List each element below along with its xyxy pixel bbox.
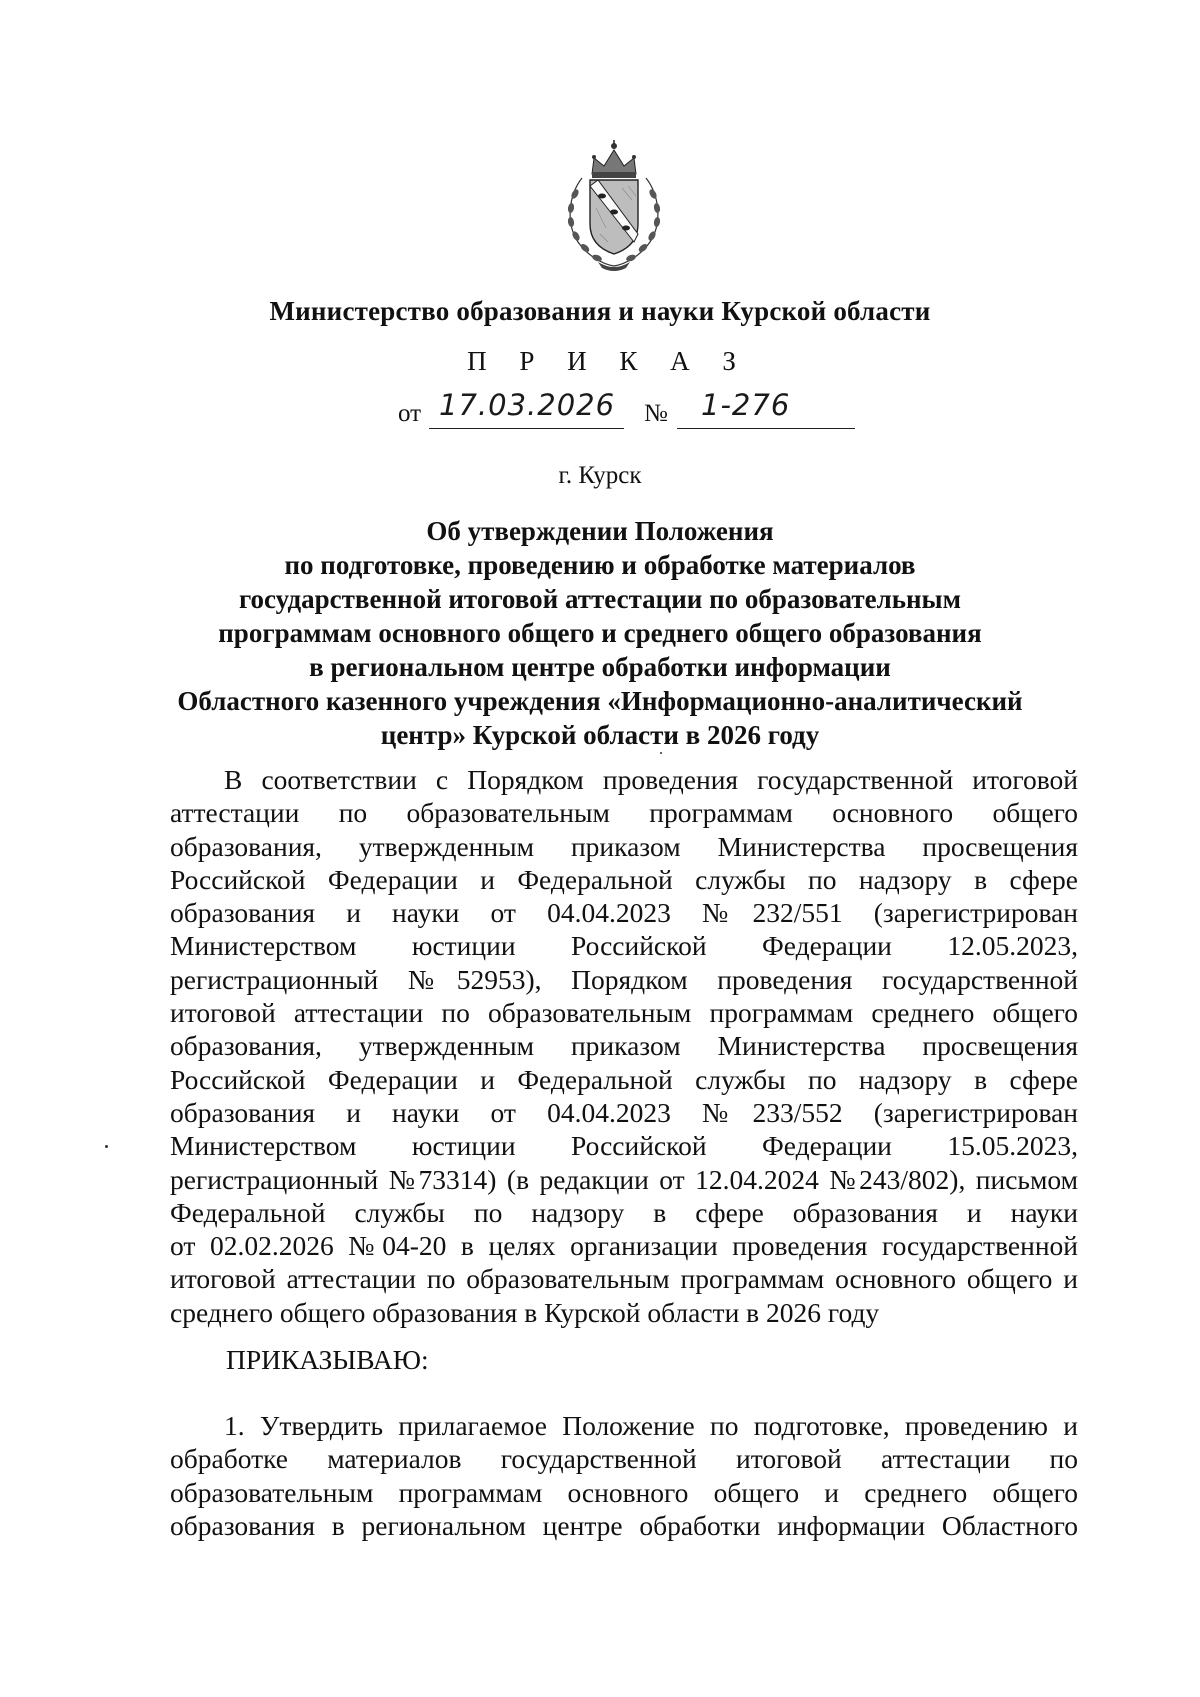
title-line: центр» Курской области в 2026 году xyxy=(380,720,820,750)
title-line: Областного казенного учреждения «Информационно-аналитический xyxy=(177,686,1023,716)
order-command: ПРИКАЗЫВАЮ: xyxy=(226,1344,429,1375)
paragraph-line: аттестации по образовательным программам основного общего xyxy=(170,797,1078,829)
paragraph-line: образования, утвержденным приказом Министерства просвещения xyxy=(170,830,1078,862)
scan-speck xyxy=(105,1145,108,1148)
paragraph-line: итоговой аттестации по образовательным программам среднего общего xyxy=(170,997,1078,1029)
order-date-number-line xyxy=(398,388,858,432)
paragraph-line: Российской Федерации и Федеральной службы по надзору в сфере xyxy=(170,1063,1078,1095)
paragraph-line: Министерством юстиции Российской Федерации 12.05.2023, xyxy=(170,930,1078,962)
ministry-name: Министерство образования и науки Курской области xyxy=(269,296,931,326)
paragraph-line: Федеральной службы по надзору в сфере образования и науки xyxy=(170,1196,1078,1228)
handwritten-date: 17.03.2026 xyxy=(439,388,616,422)
paragraph-line: образования и науки от 04.04.2023 №233/552 (зарегистрирован xyxy=(170,1096,1078,1128)
from-label: от xyxy=(398,400,422,427)
paragraph-line: Российской Федерации и Федеральной службы по надзору в сфере xyxy=(170,863,1078,895)
paragraph-line: итоговой аттестации по образовательным программам основного общего и xyxy=(170,1263,1078,1295)
item-line: 1. Утвердить прилагаемое Положение по подготовке, проведению и xyxy=(224,1410,1078,1441)
paragraph-line: от 02.02.2026 №04-20 в целях организации проведения государственной xyxy=(170,1230,1078,1262)
title-line: по подготовке, проведению и обработке материалов xyxy=(284,550,916,580)
item-line: обработке материалов государственной итоговой аттестации по xyxy=(170,1443,1078,1475)
kursk-coat-of-arms-icon xyxy=(562,138,666,272)
paragraph-line: образования, утвержденным приказом Министерства просвещения xyxy=(170,1030,1078,1062)
paragraph-line: регистрационный №73314) (в редакции от 12.04.2024 №243/802), письмом xyxy=(170,1163,1078,1195)
order-heading: П Р И К А З xyxy=(467,346,749,376)
order-item-1 xyxy=(170,1409,1078,1542)
paragraph-line: образования и науки от 04.04.2023 №232/551 (зарегистрирован xyxy=(170,897,1078,929)
order-date-field xyxy=(429,388,624,429)
title-line: государственной итоговой аттестации по образовательным xyxy=(238,584,962,614)
handwritten-number: 1-276 xyxy=(701,388,791,422)
number-label: № xyxy=(644,400,668,427)
order-title xyxy=(140,514,1060,752)
city: г. Курск xyxy=(558,462,642,489)
paragraph-line: среднего общего образования в Курской области в 2026 году xyxy=(170,1296,880,1328)
preamble-paragraph xyxy=(170,763,1078,1329)
item-line: образовательным программам основного общего и среднего общего xyxy=(170,1476,1078,1508)
order-number-field xyxy=(677,388,855,429)
title-line: в региональном центре обработки информации xyxy=(309,652,891,682)
item-line: образования в региональном центре обработки информации Областного xyxy=(170,1509,1078,1541)
title-line: программам основного общего и среднего общего образования xyxy=(218,618,982,648)
title-line: Об утверждении Положения xyxy=(426,516,774,546)
paragraph-line: регистрационный №52953), Порядком проведения государственной xyxy=(170,963,1078,995)
paragraph-line: Министерством юстиции Российской Федерации 15.05.2023, xyxy=(170,1130,1078,1162)
scan-speck xyxy=(660,752,662,754)
paragraph-line: В соответствии с Порядком проведения государственной итоговой xyxy=(224,764,1078,795)
